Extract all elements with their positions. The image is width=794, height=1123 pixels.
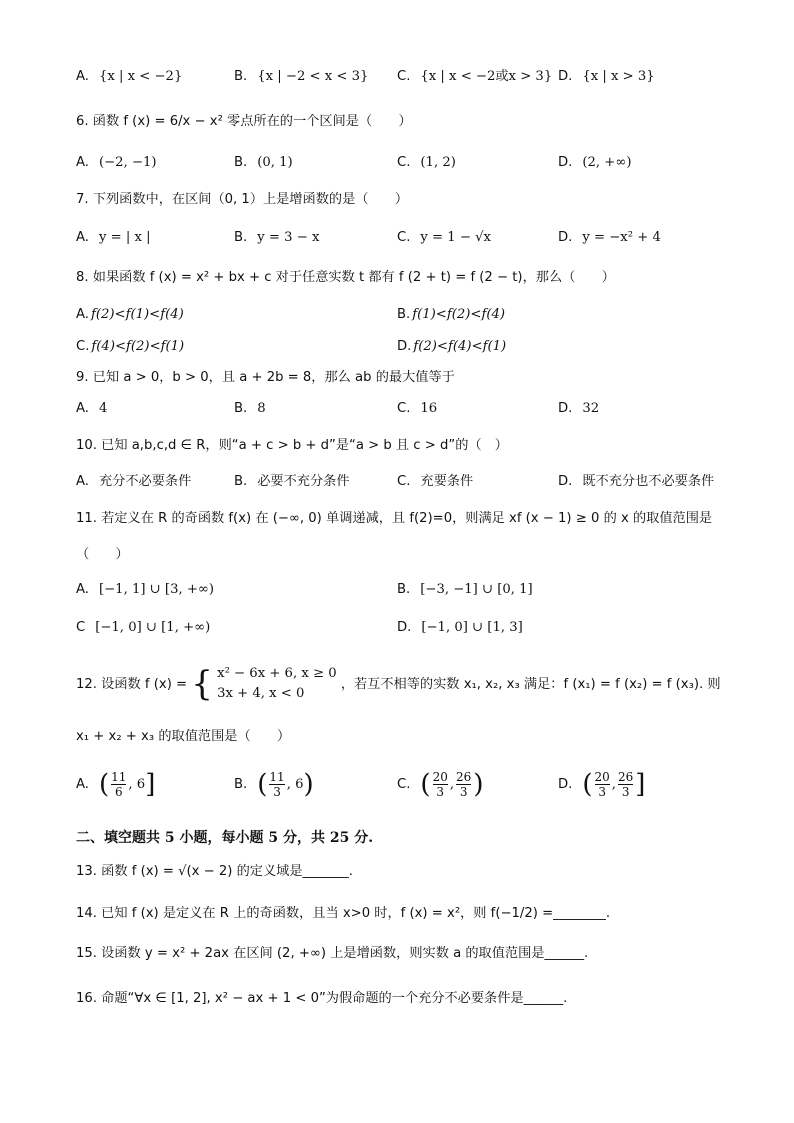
q8-option-b: B. f(1)<f(2)<f(4) xyxy=(397,307,506,322)
q12-stem2: x₁ + x₂ + x₃ 的取值范围是（ ） xyxy=(76,729,291,744)
q5-option-a: A. {x | x < −2} xyxy=(76,69,183,84)
q7-option-d: D. y = −x² + 4 xyxy=(558,230,661,245)
q12-brace: { xyxy=(191,664,213,704)
q6-option-d: D. (2, +∞) xyxy=(558,155,632,170)
q8-stem: 8. 如果函数 f (x) = x² + bx + c 对于任意实数 t 都有 f (2 + t) = f (2 − t)，那么（ ） xyxy=(76,270,615,285)
q12-option-c: C. ( $\frac{20}{3}$ , $\frac{26}{3}$ ) xyxy=(397,769,484,800)
q5-option-c: C. {x | x < −2或x > 3} xyxy=(397,69,553,84)
q10-option-d: D. 既不充分也不必要条件 xyxy=(558,474,715,489)
q12-options xyxy=(0,770,794,810)
q11-option-b: B. [−3, −1] ∪ [0, 1] xyxy=(397,582,533,597)
q6-option-c: C. (1, 2) xyxy=(397,155,456,170)
q15-stem: 15. 设函数 y = x² + 2ax 在区间 (2, +∞) 上是增函数，则实数 a 的取值范围是______. xyxy=(76,946,589,961)
q6-option-a: A. (−2, −1) xyxy=(76,155,157,170)
q9-option-b: B. 8 xyxy=(234,401,266,416)
q13-stem: 13. 函数 f (x) = √(x − 2) 的定义域是_______. xyxy=(76,864,353,879)
q11-stem: 11. 若定义在 R 的奇函数 f(x) 在 (−∞, 0) 单调递减，且 f(2)=0，则满足 xf (x − 1) ≥ 0 的 x 的取值范围是 xyxy=(76,511,713,526)
q9-option-a: A. 4 xyxy=(76,401,108,416)
q6-stem: 6. 函数 f (x) = 6/x − x² 零点所在的一个区间是（ ） xyxy=(76,114,412,129)
q12-option-b: B. ( $\frac{11}{3}$ , 6) xyxy=(234,769,314,800)
q12-stem-post: ，若互不相等的实数 x₁, x₂, x₃ 满足：f (x₁) = f (x₂) = f (x₃). 则 xyxy=(340,677,721,692)
q6-option-b: B. (0, 1) xyxy=(234,155,293,170)
q10-option-b: B. 必要不充分条件 xyxy=(234,474,350,489)
q12-case1: x² − 6x + 6, x ≥ 0 xyxy=(217,666,337,681)
q11-paren: （ ） xyxy=(76,547,129,562)
q8-option-c: C. f(4)<f(2)<f(1) xyxy=(76,339,185,354)
q16-stem: 16. 命题“∀x ∈ [1, 2], x² − ax + 1 < 0”为假命题的一个充分不必要条件是______. xyxy=(76,991,568,1006)
q7-option-c: C. y = 1 − √x xyxy=(397,230,491,245)
q7-stem: 7. 下列函数中，在区间（0, 1）上是增函数的是（ ） xyxy=(76,192,409,207)
q14-stem: 14. 已知 f (x) 是定义在 R 上的奇函数，且当 x>0 时，f (x) = x²，则 f(−1/2) =________. xyxy=(76,906,611,921)
q8-option-a: A. f(2)<f(1)<f(4) xyxy=(76,307,184,322)
q8-option-d: D. f(2)<f(4)<f(1) xyxy=(397,339,507,354)
q10-stem: 10. 已知 a,b,c,d ∈ R，则“a + c > b + d”是“a > b 且 c > d”的（ ） xyxy=(76,438,508,453)
q12-stem-pre: 12. 设函数 f (x) = xyxy=(76,677,188,692)
q12-option-d: D. ( $\frac{20}{3}$ , $\frac{26}{3}$ ] xyxy=(558,769,646,800)
q12-case2: 3x + 4, x < 0 xyxy=(217,686,305,701)
q11-option-c: C [−1, 0] ∪ [1, +∞) xyxy=(76,620,211,635)
q12-cases xyxy=(217,664,336,704)
q5-option-d: D. {x | x > 3} xyxy=(558,69,655,84)
q12-option-a: A. ( $\frac{11}{6}$ , 6] xyxy=(76,769,156,800)
q9-option-c: C. 16 xyxy=(397,401,438,416)
q9-stem: 9. 已知 a > 0，b > 0，且 a + 2b = 8，那么 ab 的最大值等于 xyxy=(76,370,455,385)
q11-option-a: A. [−1, 1] ∪ [3, +∞) xyxy=(76,582,215,597)
q12-stem xyxy=(76,664,721,704)
q9-option-d: D. 32 xyxy=(558,401,600,416)
q10-option-a: A. 充分不必要条件 xyxy=(76,474,192,489)
q7-option-b: B. y = 3 − x xyxy=(234,230,320,245)
q10-option-c: C. 充要条件 xyxy=(397,474,474,489)
q5-option-b: B. {x | −2 < x < 3} xyxy=(234,69,369,84)
section-heading: 二、填空题共 5 小题，每小题 5 分，共 25 分. xyxy=(76,830,374,846)
q11-option-d: D. [−1, 0] ∪ [1, 3] xyxy=(397,620,523,635)
q7-option-a: A. y = | x | xyxy=(76,230,151,245)
